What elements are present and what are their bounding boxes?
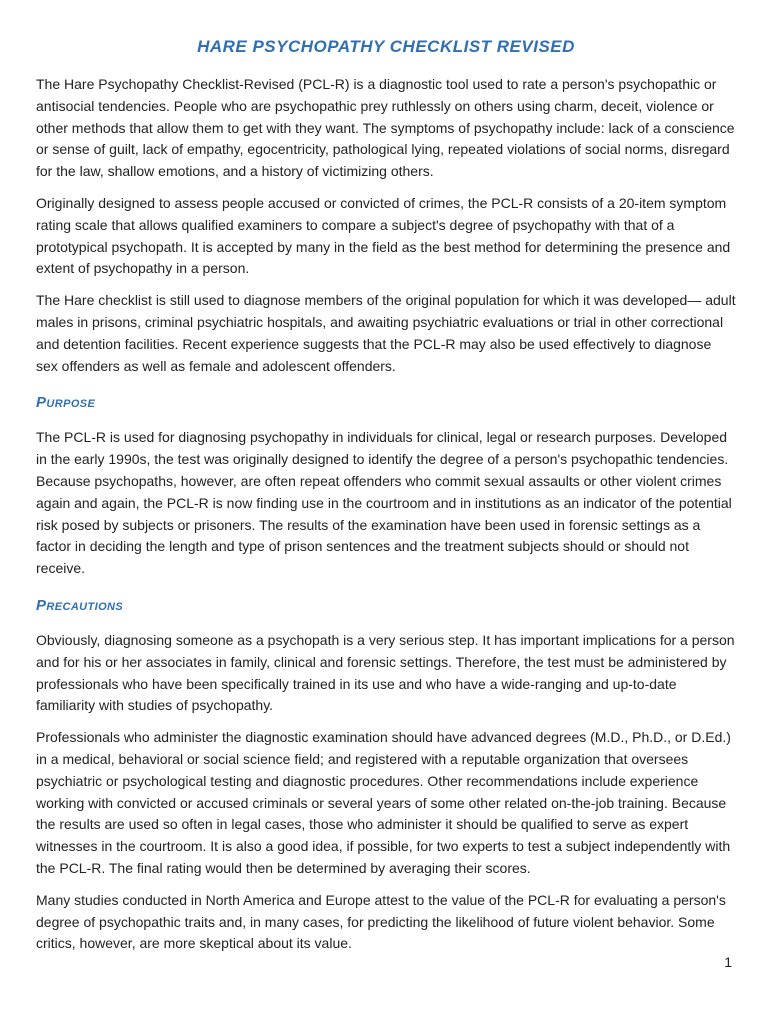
document-page bbox=[36, 30, 736, 965]
precautions-paragraph: Professionals who administer the diagnostic examination should have advanced degrees (M.D., Ph.D., or D.Ed.) in a medical, behavioral or social science field; and registered with a reputable organization that oversees psychiatric or psychological testing and diagnostic procedures. Other recommendations include experience working with convicted or accused criminals or several years of some other related on-the-job training. Because the results are used so often in legal cases, those who administer it should be qualified to serve as expert witnesses in the courtroom. It is also a good idea, if possible, for two experts to test a subject independently with the PCL-R. The final rating would then be determined by averaging their scores. bbox=[36, 729, 731, 876]
intro-paragraph: The Hare checklist is still used to diagnose members of the original population for which it was developed— adult males in prisons, criminal psychiatric hospitals, and awaiting psychiatric evaluations or trial in other correctional and detention facilities. Recent experience suggests that the PCL-R may also be used effectively to diagnose sex offenders as well as female and adolescent offenders. bbox=[36, 292, 736, 374]
intro-paragraph: The Hare Psychopathy Checklist-Revised (PCL-R) is a diagnostic tool used to rate a person's psychopathic or antisocial tendencies. People who are psychopathic prey ruthlessly on others using charm, deceit, violence or other methods that allow them to get with they want. The symptoms of psychopathy include: lack of a conscience or sense of guilt, lack of empathy, egocentricity, pathological lying, repeated violations of social norms, disregard for the law, shallow emotions, and a history of victimizing others. bbox=[36, 76, 735, 180]
purpose-paragraph: The PCL-R is used for diagnosing psychopathy in individuals for clinical, legal or research purposes. Developed in the early 1990s, the test was originally designed to identify the degree of a person's psychopathic tendencies. Because psychopaths, however, are often repeat offenders who commit sexual assaults or other violent crimes again and again, the PCL-R is now finding use in the courtroom and in institutions as an indicator of the potential risk posed by subjects or prisoners. The results of the examination have been used in forensic settings as a factor in deciding the length and type of prison sentences and the treatment subjects should or should not receive. bbox=[36, 429, 732, 577]
page-title: HARE PSYCHOPATHY CHECKLIST REVISED bbox=[197, 37, 575, 56]
precautions-paragraph: Obviously, diagnosing someone as a psychopath is a very serious step. It has important implications for a person and for his or her associates in family, clinical and forensic settings. Therefore, the test must be administered by professionals who have been specifically trained in its use and who have a wide-ranging and up-to-date familiarity with studies of psychopathy. bbox=[36, 631, 735, 714]
section-heading-purpose: Purpose bbox=[36, 394, 96, 412]
precautions-paragraph: Many studies conducted in North America and Europe attest to the value of the PCL-R for evaluating a person's degree of psychopathic traits and, in many cases, for predicting the likelihood of future violent behavior. Some critics, however, are more skeptical about its value. bbox=[36, 891, 726, 952]
section-heading-precautions: Precautions bbox=[36, 596, 124, 614]
page-number: 1 bbox=[724, 954, 732, 970]
intro-paragraph: Originally designed to assess people accused or convicted of crimes, the PCL-R consists of a 20-item symptom rating scale that allows qualified examiners to compare a subject's degree of psychopathy with that of a prototypical psychopath. It is accepted by many in the field as the best method for determining the presence and extent of psychopathy in a person. bbox=[36, 194, 731, 277]
